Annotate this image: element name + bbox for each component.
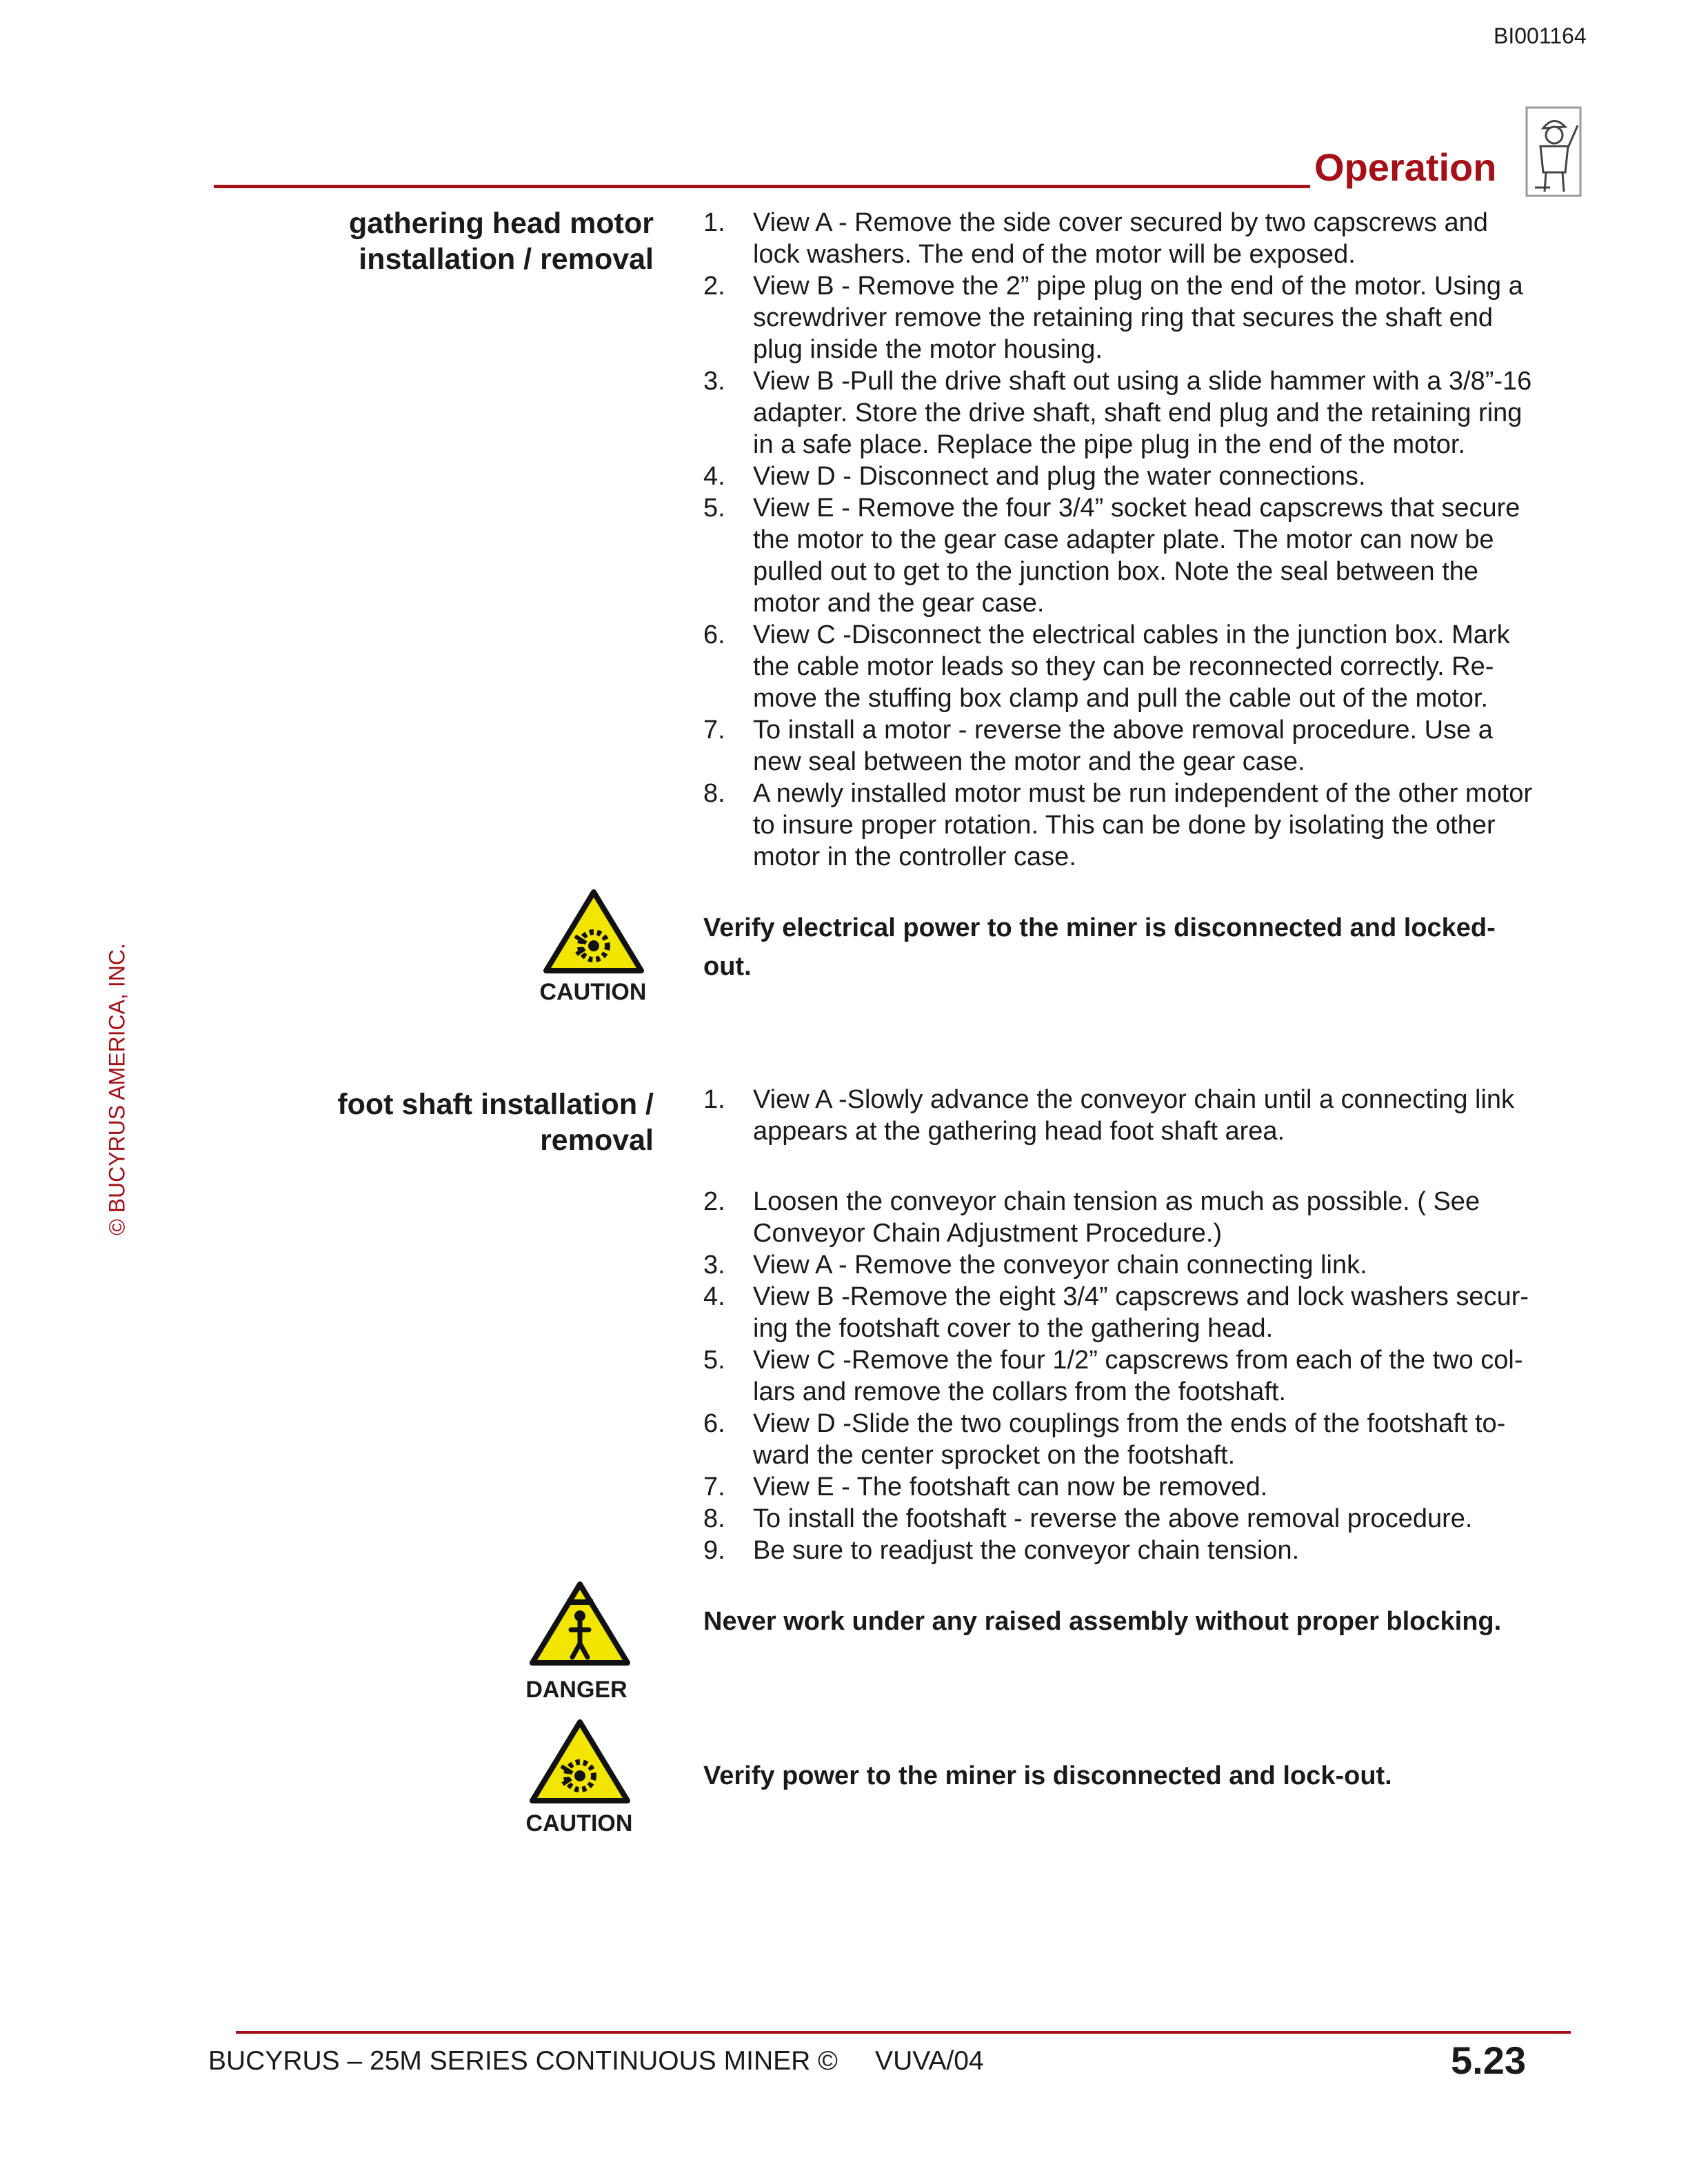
- step-number: 9.: [703, 1536, 725, 1565]
- step-number: 8.: [703, 779, 725, 808]
- footer-rule: [236, 2031, 1571, 2034]
- step-number: 3.: [703, 1251, 725, 1280]
- step-line: A newly installed motor must be run independent of the other motor: [753, 779, 1533, 808]
- list-item: [703, 1084, 1586, 1147]
- list-item: [703, 1471, 1586, 1503]
- list-item: [703, 1186, 1586, 1249]
- header-rule: [214, 185, 1310, 188]
- caution-message: [703, 909, 1586, 986]
- step-line: View E - The footshaft can now be removed.: [753, 1473, 1268, 1502]
- list-item: [703, 778, 1586, 873]
- step-number: 8.: [703, 1504, 725, 1533]
- step-line: View D - Disconnect and plug the water connections.: [753, 462, 1366, 491]
- step-line: To install a motor - reverse the above removal procedure. Use a: [753, 716, 1493, 745]
- section-title: Operation: [1314, 145, 1497, 189]
- step-line: Conveyor Chain Adjustment Procedure.): [753, 1219, 1223, 1248]
- list-item: [703, 1344, 1586, 1408]
- section-heading-foot-shaft: [240, 1086, 654, 1158]
- list-item: [703, 619, 1586, 714]
- step-line: View E - Remove the four 3/4” socket head capscrews that secure: [753, 494, 1520, 523]
- step-line: ward the center sprocket on the footshaft.: [753, 1441, 1236, 1470]
- list-item: [703, 1281, 1586, 1344]
- list-item: [703, 207, 1586, 270]
- list-item: [703, 1408, 1586, 1471]
- gathering-head-motor-steps: [703, 207, 1586, 873]
- step-line: View A - Remove the side cover secured by two capscrews and: [753, 208, 1488, 237]
- caution-label: CAUTION: [525, 1810, 633, 1837]
- step-line: appears at the gathering head foot shaft area.: [753, 1117, 1285, 1146]
- step-line: View A -Slowly advance the conveyor chain until a connecting link: [753, 1085, 1515, 1114]
- step-line: Loosen the conveyor chain tension as much as possible. ( See: [753, 1187, 1480, 1216]
- step-line: move the stuffing box clamp and pull the cable out of the motor.: [753, 684, 1489, 713]
- step-line: View B -Remove the eight 3/4” capscrews and lock washers secur-: [753, 1282, 1529, 1311]
- step-line: Be sure to readjust the conveyor chain tension.: [753, 1536, 1300, 1565]
- list-item: [703, 714, 1586, 778]
- step-number: 1.: [703, 1085, 725, 1114]
- step-line: adapter. Store the drive shaft, shaft end plug and the retaining ring: [753, 398, 1523, 427]
- step-number: 6.: [703, 620, 725, 649]
- step-line: pulled out to get to the junction box. Note the seal between the: [753, 557, 1479, 586]
- step-line: motor and the gear case.: [753, 589, 1045, 618]
- heading-line: foot shaft installation /: [337, 1088, 654, 1121]
- warning-line: Never work under any raised assembly without proper blocking.: [703, 1607, 1502, 1636]
- foot-shaft-steps: [703, 1084, 1586, 1566]
- step-number: 1.: [703, 208, 725, 237]
- operator-with-hardhat-icon: [1523, 105, 1585, 199]
- step-line: View B - Remove the 2” pipe plug on the end of the motor. Using a: [753, 272, 1523, 301]
- step-line: View D -Slide the two couplings from the ends of the footshaft to-: [753, 1409, 1506, 1438]
- step-line: the motor to the gear case adapter plate. The motor can now be: [753, 525, 1494, 554]
- step-line: new seal between the motor and the gear case.: [753, 747, 1305, 776]
- step-line: lock washers. The end of the motor will be exposed.: [753, 240, 1356, 269]
- caution-gear-hand-icon: [528, 1718, 632, 1808]
- step-number: 6.: [703, 1409, 725, 1438]
- step-line: motor in the controller case.: [753, 842, 1076, 871]
- step-number: 5.: [703, 494, 725, 523]
- side-copyright: © BUCYRUS AMERICA, INC.: [104, 943, 130, 1235]
- list-item: [703, 270, 1586, 365]
- step-line: To install the footshaft - reverse the above removal procedure.: [753, 1504, 1473, 1533]
- document-id: BI001164: [1494, 23, 1587, 48]
- step-line: View C -Disconnect the electrical cables in the junction box. Mark: [753, 620, 1510, 649]
- list-item: [703, 365, 1586, 461]
- step-line: in a safe place. Replace the pipe plug in the end of the motor.: [753, 430, 1466, 459]
- page-number: 5.23: [1451, 2039, 1526, 2082]
- warning-line: Verify electrical power to the miner is disconnected and locked-: [703, 913, 1496, 942]
- heading-line: installation / removal: [359, 243, 654, 276]
- step-number: 7.: [703, 1473, 725, 1502]
- step-line: ing the footshaft cover to the gathering head.: [753, 1314, 1274, 1343]
- caution-gear-hand-icon: [542, 888, 645, 978]
- step-number: 2.: [703, 1187, 725, 1216]
- list-item: [703, 492, 1586, 619]
- step-line: screwdriver remove the retaining ring that secures the shaft end: [753, 303, 1493, 332]
- step-number: 3.: [703, 367, 725, 396]
- caution-message: [703, 1757, 1586, 1795]
- heading-line: removal: [540, 1124, 654, 1157]
- step-line: lars and remove the collars from the footshaft.: [753, 1377, 1287, 1406]
- warning-line: Verify power to the miner is disconnected and lock-out.: [703, 1761, 1392, 1790]
- step-number: 4.: [703, 462, 725, 491]
- warning-line: out.: [703, 952, 752, 981]
- step-line: the cable motor leads so they can be reconnected correctly. Re-: [753, 652, 1494, 681]
- step-line: View C -Remove the four 1/2” capscrews from each of the two col-: [753, 1346, 1523, 1375]
- list-item: [703, 461, 1586, 492]
- step-number: 2.: [703, 272, 725, 301]
- caution-label: CAUTION: [539, 979, 647, 1005]
- step-line: View B -Pull the drive shaft out using a slide hammer with a 3/8”-16: [753, 367, 1532, 396]
- step-line: plug inside the motor housing.: [753, 335, 1103, 364]
- step-number: 5.: [703, 1346, 725, 1375]
- list-item: [703, 1535, 1586, 1566]
- step-line: View A - Remove the conveyor chain connecting link.: [753, 1251, 1367, 1280]
- danger-label: DANGER: [525, 1677, 627, 1703]
- list-item: [703, 1503, 1586, 1535]
- danger-falling-load-icon: [528, 1580, 632, 1670]
- list-item: [703, 1249, 1586, 1281]
- step-line: to insure proper rotation. This can be done by isolating the other: [753, 811, 1496, 840]
- section-heading-gathering-head-motor: [240, 205, 654, 277]
- danger-message: [703, 1602, 1586, 1641]
- heading-line: gathering head motor: [349, 207, 654, 240]
- step-number: 4.: [703, 1282, 725, 1311]
- step-number: 7.: [703, 716, 725, 745]
- footer-title: BUCYRUS – 25M SERIES CONTINUOUS MINER © VUVA/04: [208, 2046, 984, 2076]
